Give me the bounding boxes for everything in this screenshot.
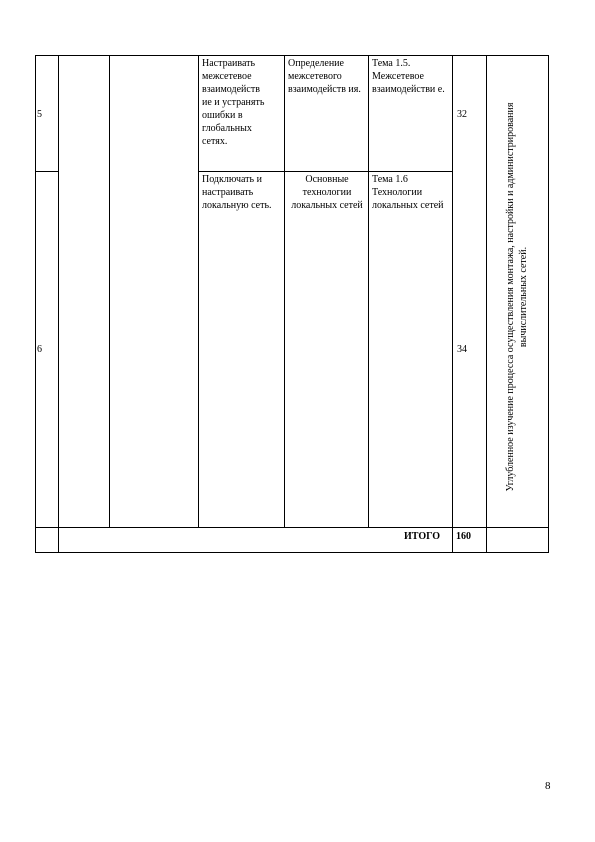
page-number: 8 [545,780,551,792]
column-divider [109,55,110,527]
row-divider [35,171,59,172]
total-label: ИТОГО [404,531,440,542]
column-divider [284,55,285,527]
column-divider [368,55,369,527]
column-divider [58,55,59,553]
row-number: 6 [37,344,42,355]
knowledge-cell: Основные технологии локальных сетей [291,174,363,211]
table-border-bottom [35,552,549,553]
table-border-top [35,55,549,56]
skill-cell: Настраивать межсетевое взаимодейств ие и устранять ошибки в глобальных сетях. [202,58,265,147]
row-divider [198,171,453,172]
hours-cell: 34 [457,344,467,355]
table-border-left [35,55,36,553]
topic-cell: Тема 1.5. Межсетевое взаимодействи е. [372,58,445,95]
table-border-right [548,55,549,553]
column-divider [452,55,453,553]
topic-cell: Тема 1.6 Технологии локальных сетей [372,174,444,211]
knowledge-cell: Определение межсетевого взаимодейств ия. [288,58,361,95]
column-divider [198,55,199,527]
skill-cell: Подключать и настраивать локальную сеть. [202,174,272,211]
hours-cell: 32 [457,109,467,120]
row-number: 5 [37,109,42,120]
total-value: 160 [456,531,471,542]
module-name: Углубленное изучение процесса осуществления монтажа, настройки и администрирования вычислительных сетей. [505,102,529,492]
row-divider [35,527,549,528]
column-divider [486,55,487,553]
